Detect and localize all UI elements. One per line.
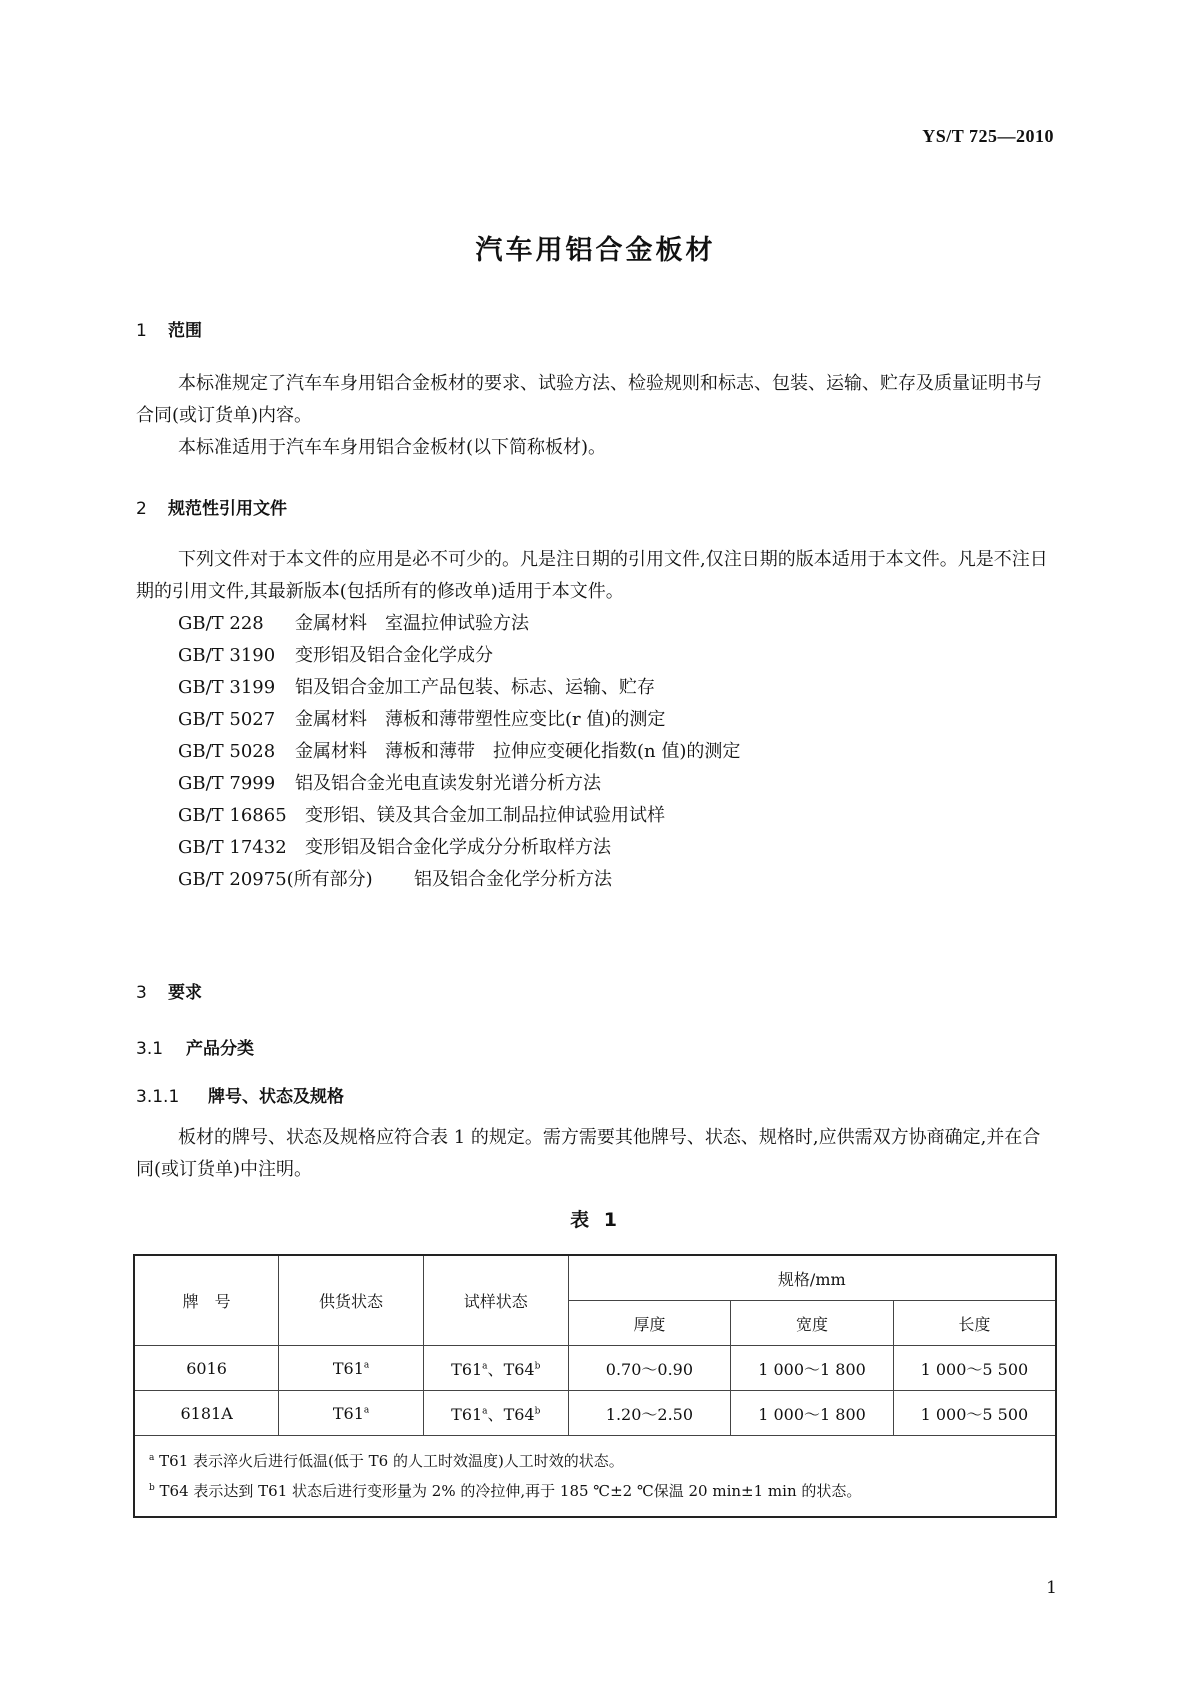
reference-title: 金属材料 薄板和薄带塑性应变比(r 值)的测定 bbox=[295, 709, 666, 730]
table-footnotes bbox=[134, 1436, 1056, 1518]
reference-code: GB/T 5028 bbox=[178, 741, 276, 762]
table-row bbox=[134, 1346, 1056, 1391]
footnote: $^a$ T61 表示淬火后进行低温(低于 T6 的人工时效温度)人工时效的状态。 bbox=[149, 1452, 624, 1470]
reference-title: 铝及铝合金光电直读发射光谱分析方法 bbox=[295, 773, 601, 794]
reference-code: GB/T 3190 bbox=[178, 645, 276, 666]
cell-width: 1 000～1 800 bbox=[731, 1346, 894, 1391]
reference-title: 变形铝及铝合金化学成分分析取样方法 bbox=[305, 837, 611, 858]
section-number: 3.1 bbox=[136, 1039, 164, 1059]
header-sample-temper: 试样状态 bbox=[423, 1255, 568, 1346]
cell-length: 1 000～5 500 bbox=[893, 1391, 1056, 1436]
section-1-heading bbox=[136, 316, 202, 341]
section-number: 2 bbox=[136, 499, 147, 519]
reference-item bbox=[178, 768, 740, 800]
paragraph: 下列文件对于本文件的应用是必不可少的。凡是注日期的引用文件,仅注日期的版本适用于本文件。凡是不注日期的引用文件,其最新版本(包括所有的修改单)适用于本文件。 bbox=[136, 549, 1048, 602]
cell-grade: 6181A bbox=[134, 1391, 279, 1436]
section-3-1-heading bbox=[136, 1034, 254, 1059]
reference-title: 变形铝、镁及其合金加工制品拉伸试验用试样 bbox=[305, 805, 665, 826]
paragraph: 本标准适用于汽车车身用铝合金板材(以下简称板材)。 bbox=[178, 437, 607, 458]
header-width: 宽度 bbox=[731, 1301, 894, 1346]
reference-title: 金属材料 室温拉伸试验方法 bbox=[295, 613, 529, 634]
reference-code: GB/T 16865 bbox=[178, 805, 287, 826]
section-1-body bbox=[136, 368, 1056, 464]
footnote: $^b$ T64 表示达到 T61 状态后进行变形量为 2% 的冷拉伸,再于 185 ℃±2 ℃保温 20 min±1 min 的状态。 bbox=[149, 1482, 862, 1500]
cell-supply-temper: T61$^a$ bbox=[279, 1391, 424, 1436]
reference-code: GB/T 7999 bbox=[178, 773, 276, 794]
section-number: 1 bbox=[136, 321, 147, 341]
reference-code: GB/T 3199 bbox=[178, 677, 276, 698]
reference-item bbox=[178, 672, 740, 704]
table-caption: 表 1 bbox=[570, 1209, 621, 1231]
cell-thickness: 0.70～0.90 bbox=[568, 1346, 731, 1391]
header-thickness: 厚度 bbox=[568, 1301, 731, 1346]
cell-width: 1 000～1 800 bbox=[731, 1391, 894, 1436]
standard-number: YS/T 725—2010 bbox=[922, 126, 1054, 146]
reference-title: 铝及铝合金加工产品包装、标志、运输、贮存 bbox=[295, 677, 655, 698]
reference-code: GB/T 17432 bbox=[178, 837, 287, 858]
section-number: 3.1.1 bbox=[136, 1087, 180, 1107]
section-title: 产品分类 bbox=[186, 1039, 254, 1059]
page-title: 汽车用铝合金板材 bbox=[475, 235, 716, 266]
spec-table bbox=[133, 1254, 1057, 1518]
section-title: 牌号、状态及规格 bbox=[208, 1087, 344, 1107]
reference-title: 金属材料 薄板和薄带 拉伸应变硬化指数(n 值)的测定 bbox=[295, 741, 741, 762]
header-supply-temper: 供货状态 bbox=[279, 1255, 424, 1346]
page-number: 1 bbox=[1046, 1578, 1057, 1598]
cell-sample-temper: T61$^a$、T64$^b$ bbox=[423, 1391, 568, 1436]
reference-item bbox=[178, 704, 740, 736]
reference-code: GB/T 5027 bbox=[178, 709, 276, 730]
reference-item bbox=[178, 640, 740, 672]
reference-title: 铝及铝合金化学分析方法 bbox=[414, 869, 612, 890]
section-3-1-1-heading bbox=[136, 1082, 344, 1107]
reference-item bbox=[178, 832, 740, 864]
section-3-heading bbox=[136, 978, 202, 1003]
reference-item bbox=[178, 736, 740, 768]
section-2-intro bbox=[136, 544, 1056, 608]
reference-item bbox=[178, 800, 740, 832]
section-title: 范围 bbox=[168, 321, 202, 341]
header-grade: 牌 号 bbox=[134, 1255, 279, 1346]
cell-length: 1 000～5 500 bbox=[893, 1346, 1056, 1391]
header-specification: 规格/mm bbox=[568, 1255, 1056, 1301]
header-length: 长度 bbox=[893, 1301, 1056, 1346]
section-3-1-1-body bbox=[136, 1122, 1056, 1186]
reference-item bbox=[178, 608, 740, 640]
cell-sample-temper: T61$^a$、T64$^b$ bbox=[423, 1346, 568, 1391]
paragraph: 本标准规定了汽车车身用铝合金板材的要求、试验方法、检验规则和标志、包装、运输、贮存及质量证明书与合同(或订货单)内容。 bbox=[136, 373, 1042, 426]
section-number: 3 bbox=[136, 983, 147, 1003]
table-row bbox=[134, 1391, 1056, 1436]
reference-list bbox=[178, 608, 740, 896]
cell-thickness: 1.20～2.50 bbox=[568, 1391, 731, 1436]
section-title: 规范性引用文件 bbox=[168, 499, 287, 519]
paragraph: 板材的牌号、状态及规格应符合表 1 的规定。需方需要其他牌号、状态、规格时,应供需双方协商确定,并在合同(或订货单)中注明。 bbox=[136, 1127, 1041, 1180]
reference-item bbox=[178, 864, 740, 896]
section-title: 要求 bbox=[168, 983, 202, 1003]
reference-code: GB/T 228 bbox=[178, 613, 264, 634]
cell-supply-temper: T61$^a$ bbox=[279, 1346, 424, 1391]
reference-title: 变形铝及铝合金化学成分 bbox=[295, 645, 493, 666]
section-2-heading bbox=[136, 494, 287, 519]
cell-grade: 6016 bbox=[134, 1346, 279, 1391]
reference-code: GB/T 20975(所有部分) bbox=[178, 869, 373, 890]
